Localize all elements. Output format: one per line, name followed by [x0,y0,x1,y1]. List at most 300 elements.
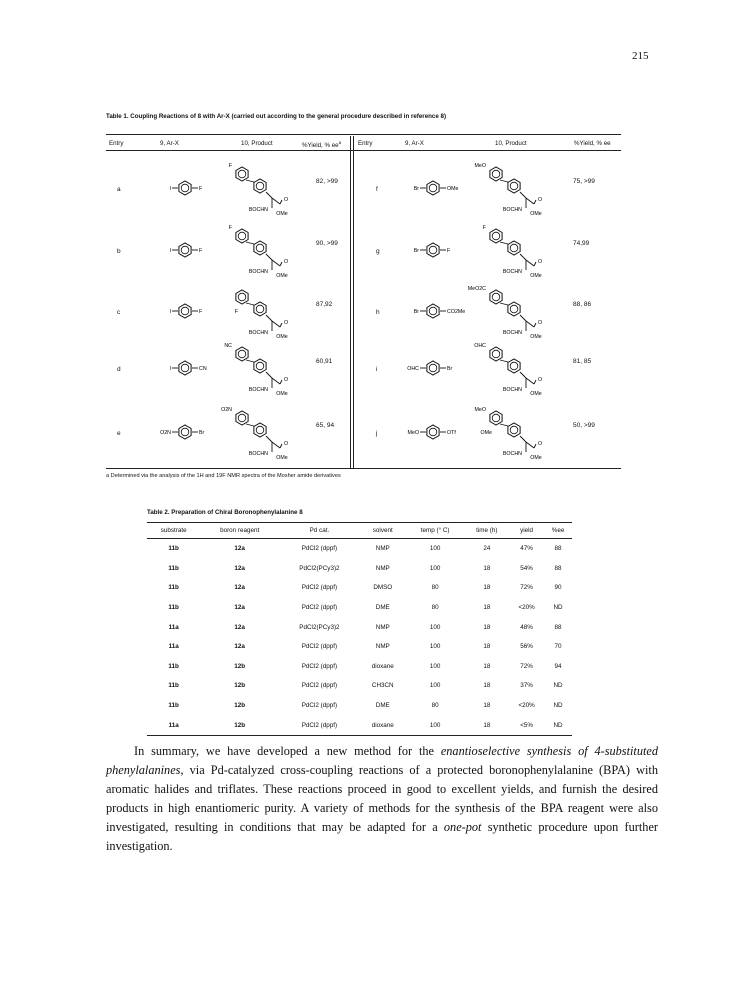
bond [534,262,536,266]
benzene-ring-icon-aromatic [429,307,437,315]
ester-label: OMe [276,211,288,217]
ester-label: OMe [276,334,288,340]
header-yield-text: %Yield, % ee [574,140,611,147]
product-drawing [470,340,560,398]
product-drawing [216,222,306,280]
table2-cell: 48% [520,623,533,631]
table2-cell: 12a [234,604,245,612]
benzene-ring-icon [490,411,502,425]
table2-cell: 100 [429,662,441,670]
substituent-label: O2N [160,430,171,436]
table2-cell: 12a [234,564,245,572]
carbonyl-label: O [284,441,289,447]
table1-caption: Table 1. Coupling Reactions of 8 with Ar-X (carried out according to the general procedure described in reference 8) [106,113,447,120]
table2-cell: 12b [200,715,279,735]
aryl-halide-drawing [150,353,220,383]
table2-cell: 80 [431,702,439,710]
aryl-halide-drawing [150,296,220,326]
summary-emphasis: enantioselective synthesis of 4-substituted phenylalanines [106,744,658,777]
table2 [147,522,572,736]
header-yield [302,140,341,149]
table-row [147,539,572,559]
table2-cell: ND [553,604,563,612]
table-row [147,657,572,677]
substituent-label: MeO2C [467,286,486,292]
table2-cell: NMP [375,564,390,572]
table2-cell: CH3CN [371,682,394,690]
substituent-label: I [169,248,171,254]
table2-cell: DME [375,702,390,710]
benzene-ring-icon [179,243,191,257]
bond [520,436,526,442]
bond [526,321,534,327]
aryl-halide-structure [398,296,468,331]
header-entry: Entry [358,140,373,147]
bond [526,260,534,266]
substituent-label: F [228,163,232,169]
table2-column-header: time (h) [465,523,510,539]
entry-label: f [376,186,378,193]
bond [272,260,280,266]
bond [266,436,272,442]
table-row [147,559,572,579]
benzene-ring-icon [490,290,502,304]
nh-label: BOCHN [248,451,268,457]
bond [272,442,280,448]
table-row [147,715,572,735]
ester-label: OMe [530,273,542,279]
table2-cell: ND [544,715,572,735]
product-structure [216,222,306,285]
page-number: 215 [632,50,649,62]
table2-cell: 12a [234,623,245,631]
table2-cell: 88 [554,623,562,631]
table2-cell: NMP [375,545,390,553]
table2-cell: dioxane [371,662,394,670]
substituent-label: I [169,309,171,315]
table2-cell: 18 [483,662,491,670]
benzene-ring-icon [179,181,191,195]
product-structure [470,222,560,285]
yield-ee-value: 87,92 [316,301,333,308]
benzene-ring-icon-aromatic [510,305,518,313]
bond [272,321,280,327]
table2-cell: <20% [518,604,535,612]
product-structure [216,160,306,223]
benzene-ring-icon [490,229,502,243]
yield-ee-value: 50, >99 [573,422,595,429]
benzene-ring-icon [236,290,248,304]
table1-bottom-rule [106,468,621,469]
benzene-ring-icon [490,167,502,181]
benzene-ring-icon [254,359,266,373]
product-drawing [216,340,306,398]
product-structure [216,283,306,346]
benzene-ring-icon [236,229,248,243]
substituent-label: Br [413,186,419,192]
benzene-ring-icon-aromatic [510,182,518,190]
table2-cell: 11b [168,604,179,612]
aryl-halide-drawing [398,173,468,203]
table-row [147,617,572,637]
substituent-label: I [169,366,171,372]
table2-cell: 18 [483,564,491,572]
table2-column-header: Pd cat. [279,523,360,539]
entry-label: d [117,366,121,373]
header-yield-text: %Yield, % ee [302,142,339,150]
table2-cell: PdCl2 (dppf) [301,545,338,553]
carbonyl-label: O [284,197,289,203]
bond [526,442,534,448]
table-row [147,598,572,618]
table2-cell: 24 [483,545,491,553]
product-drawing [470,222,560,280]
table2-column-header: yield [509,523,544,539]
yield-ee-value: 65, 94 [316,422,335,429]
benzene-ring-icon [508,241,520,255]
benzene-ring-icon [508,423,520,437]
summary-emphasis: one-pot [443,820,482,834]
nh-label: BOCHN [502,207,522,213]
benzene-ring-icon-aromatic [256,182,264,190]
product-drawing [216,283,306,341]
aryl-halide-structure [150,353,220,388]
table1-divider [353,136,354,469]
bond [500,360,508,362]
bond [272,378,280,384]
table2-cell: PdCl2(PCy3)2 [299,564,340,572]
table2-column-header: boron reagent [200,523,279,539]
table2-cell: 100 [429,643,441,651]
product-structure [467,283,560,346]
summary-paragraph [106,742,658,856]
product-drawing [470,160,560,218]
table-row [147,676,572,696]
entry-label: a [117,186,121,193]
table2-column-header: solvent [360,523,406,539]
bond [500,242,508,244]
benzene-ring-icon-aromatic [510,244,518,252]
table2-cell: PdCl2 (dppf) [301,662,338,670]
header-footnote-mark: a [338,140,342,145]
bond [280,444,282,448]
aryl-halide-drawing [150,235,220,265]
table2-cell: 56% [520,643,533,651]
substituent-label: CO2Me [447,309,466,315]
product-drawing [467,283,560,341]
benzene-ring-icon-aromatic [492,170,500,178]
benzene-ring-icon-aromatic [429,184,437,192]
aryl-halide-structure [398,417,468,452]
substituent-label: F [228,225,232,231]
substituent-label: OHC [474,343,486,349]
benzene-ring-icon [254,179,266,193]
nh-label: BOCHN [502,387,522,393]
table2-body [147,539,572,736]
benzene-ring-icon-aromatic [492,293,500,301]
table2-cell: 18 [483,682,491,690]
table2-cell: PdCl2 (dppf) [301,682,338,690]
bond [246,360,254,362]
table2-cell: DME [375,604,390,612]
aryl-halide-structure [150,417,220,452]
table2-caption: Table 2. Preparation of Chiral Boronophenylalanine 8 [147,509,303,516]
bond [246,424,254,426]
benzene-ring-icon [254,302,266,316]
entry-label: i [376,366,378,373]
entry-label: j [376,430,378,437]
yield-ee-value: 74,99 [573,240,590,247]
benzene-ring-icon-aromatic [238,293,246,301]
carbonyl-label: O [538,197,543,203]
header-yield [574,140,611,147]
substituent-label: O2N [221,407,232,413]
table2-cell: 100 [429,623,441,631]
table2-cell: <20% [518,702,535,710]
substituent-label: MeO [474,163,486,169]
bond [500,303,508,305]
table2-cell: 12b [234,662,246,670]
table2-cell: 100 [429,564,441,572]
benzene-ring-icon-aromatic [181,364,189,372]
substituent-label: F [199,309,203,315]
bond [272,198,280,204]
table2-column-header: %ee [544,523,572,539]
table2-cell: 11b [168,682,179,690]
benzene-ring-icon-aromatic [492,350,500,358]
table-row [147,578,572,598]
carbonyl-label: O [284,259,289,265]
header-product: 10, Product [241,140,273,147]
bond [534,444,536,448]
table2-cell: 11a [168,643,179,651]
benzene-ring-icon [427,304,439,318]
product-drawing [470,404,560,462]
benzene-ring-icon [427,425,439,439]
carbonyl-label: O [284,320,289,326]
header-product: 10, Product [495,140,527,147]
substituent-label: OHC [407,366,419,372]
table2-cell: PdCl2 (dppf) [301,643,338,651]
table2-cell: 72% [520,662,533,670]
yield-ee-value: 90, >99 [316,240,338,247]
entry-label: h [376,309,380,316]
entry-label: c [117,309,121,316]
bond [534,323,536,327]
bond [266,254,272,260]
table2-cell: 12a [234,584,245,592]
bond [534,380,536,384]
benzene-ring-icon [236,167,248,181]
substituent-label: MeO [474,407,486,413]
table2-cell: 12b [234,702,246,710]
benzene-ring-icon-aromatic [256,426,264,434]
table2-cell: 72% [520,584,533,592]
table2-cell: ND [553,682,563,690]
bond [500,180,508,182]
bond [246,303,254,305]
table-row [147,696,572,716]
carbonyl-label: O [538,259,543,265]
aryl-halide-drawing [150,417,220,447]
table2-cell: PdCl2 (dppf) [279,715,360,735]
table2-cell: 80 [431,584,439,592]
table2-cell: 11a [147,715,200,735]
benzene-ring-icon-aromatic [492,232,500,240]
benzene-ring-icon-aromatic [238,170,246,178]
ester-label: OMe [276,455,288,461]
ester-label: OMe [276,391,288,397]
table2-cell: 12a [234,643,245,651]
benzene-ring-icon-aromatic [181,428,189,436]
summary-text: , via Pd-catalyzed cross-coupling reactions of a protected boronophenylalanine (BPA) with aromatic halides and triflates. These reactions proceed in good to excellent yields, and furnish the desired products in high enantiomeric purity. A variety of methods for the synthesis of the BPA reagent were also investigated, resulting in conditions that may be adapted for a [106,763,658,834]
aryl-halide-structure [398,173,468,208]
substituent-label: MeO [407,430,419,436]
benzene-ring-icon-aromatic [510,426,518,434]
aryl-halide-drawing [398,417,468,447]
benzene-ring-icon [179,304,191,318]
aryl-halide-structure [150,173,220,208]
benzene-ring-icon-aromatic [181,307,189,315]
header-arx: 9, Ar-X [405,140,424,147]
table2-cell: 100 [406,715,465,735]
table2-cell: 54% [520,564,533,572]
substituent-label: F [199,248,203,254]
product-structure [470,160,560,223]
benzene-ring-icon-aromatic [238,414,246,422]
table2-cell: 18 [483,623,491,631]
table2-cell: 18 [483,643,491,651]
table1-top-rule [106,134,621,135]
product-drawing [216,404,306,462]
table2-cell: ND [553,702,563,710]
substituent-label: Br [413,309,419,315]
bond [266,372,272,378]
bond [526,198,534,204]
benzene-ring-icon [508,179,520,193]
ester-label: OMe [530,455,542,461]
benzene-ring-icon [254,241,266,255]
substituent-label: OMe [480,430,492,436]
table2-cell: 90 [554,584,562,592]
table2-column-header: temp (° C) [406,523,465,539]
nh-label: BOCHN [248,269,268,275]
substituent-label: I [169,186,171,192]
benzene-ring-icon-aromatic [510,362,518,370]
carbonyl-label: O [538,441,543,447]
benzene-ring-icon-aromatic [256,305,264,313]
aryl-halide-drawing [398,296,468,326]
benzene-ring-icon [427,243,439,257]
table2-cell: 18 [483,584,491,592]
benzene-ring-icon [236,347,248,361]
table2-cell: 11b [168,545,179,553]
substituent-label: CN [199,366,207,372]
benzene-ring-icon [179,361,191,375]
nh-label: BOCHN [502,330,522,336]
table2-cell: 94 [554,662,562,670]
table1-header-rule [106,150,621,151]
yield-ee-value: 60,91 [316,358,333,365]
table2-cell: NMP [375,643,390,651]
aryl-halide-drawing [398,353,468,383]
bond [500,424,508,426]
table2-cell: PdCl2(PCy3)2 [299,623,340,631]
yield-ee-value: 81, 85 [573,358,592,365]
benzene-ring-icon-aromatic [429,364,437,372]
substituent-label: OMe [447,186,459,192]
ester-label: OMe [276,273,288,279]
benzene-ring-icon [179,425,191,439]
table1-divider [350,136,351,469]
aryl-halide-structure [150,296,220,331]
benzene-ring-icon [254,423,266,437]
table2-cell: PdCl2 (dppf) [301,702,338,710]
aryl-halide-structure [150,235,220,270]
bond [246,180,254,182]
table2-cell: DMSO [373,584,393,592]
bond [534,200,536,204]
table2-cell: 70 [554,643,562,651]
table-row [147,637,572,657]
product-structure [470,340,560,403]
table2-cell: 18 [483,604,491,612]
substituent-label: F [199,186,203,192]
substituent-label: Br [413,248,419,254]
nh-label: BOCHN [502,269,522,275]
product-structure [470,404,560,467]
substituent-label: F [482,225,486,231]
table2-cell: <5% [509,715,544,735]
bond [280,262,282,266]
benzene-ring-icon [236,411,248,425]
aryl-halide-drawing [150,173,220,203]
summary-text: synthetic procedure upon further investigation. [106,820,658,853]
bond [266,315,272,321]
bond [280,380,282,384]
benzene-ring-icon [508,302,520,316]
nh-label: BOCHN [248,387,268,393]
ester-label: OMe [530,211,542,217]
benzene-ring-icon-aromatic [238,232,246,240]
table2-cell: dioxane [360,715,406,735]
substituent-label: F [234,309,238,315]
table2-cell: 88 [554,545,562,553]
table2-cell: 11b [168,702,179,710]
table2-header-row [147,523,572,539]
bond [280,200,282,204]
benzene-ring-icon-aromatic [429,246,437,254]
summary-text: In summary, we have developed a new method for the [134,744,441,758]
bond [520,192,526,198]
benzene-ring-icon-aromatic [429,428,437,436]
entry-label: g [376,248,380,255]
benzene-ring-icon-aromatic [256,244,264,252]
bond [266,192,272,198]
header-arx: 9, Ar-X [160,140,179,147]
table2-cell: 100 [429,682,441,690]
header-entry: Entry [109,140,124,147]
carbonyl-label: O [284,377,289,383]
benzene-ring-icon-aromatic [492,414,500,422]
table2-cell: 11b [168,662,179,670]
table2-column-header: substrate [147,523,200,539]
substituent-label: F [447,248,451,254]
bond [520,315,526,321]
benzene-ring-icon-aromatic [181,184,189,192]
table1-footnote: a Determined via the analysis of the 1H and 19F NMR spectra of the Mosher amide derivatives [106,473,341,479]
bond [280,323,282,327]
